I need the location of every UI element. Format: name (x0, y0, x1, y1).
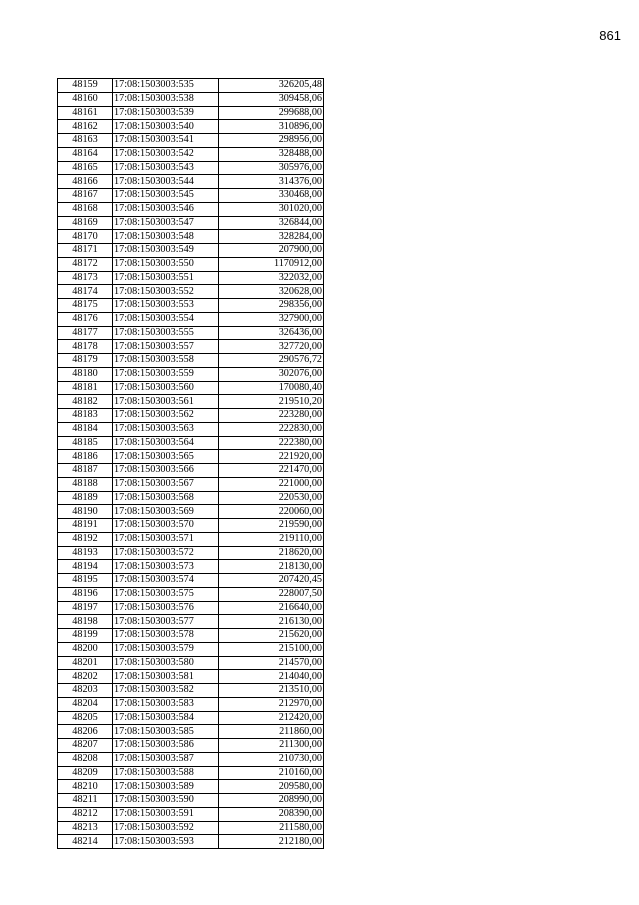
row-number-cell: 48197 (58, 601, 113, 615)
value-cell: 207420,45 (219, 574, 324, 588)
row-number-cell: 48170 (58, 230, 113, 244)
cadastral-number-cell: 17:08:1503003:561 (113, 395, 219, 409)
value-cell: 327720,00 (219, 340, 324, 354)
table-row (58, 642, 324, 656)
cadastral-number-cell: 17:08:1503003:539 (113, 106, 219, 120)
row-number-cell: 48201 (58, 656, 113, 670)
row-number-cell: 48175 (58, 299, 113, 313)
value-cell: 327900,00 (219, 312, 324, 326)
row-number-cell: 48167 (58, 189, 113, 203)
table-row (58, 202, 324, 216)
table-row (58, 697, 324, 711)
table-row (58, 546, 324, 560)
table-row (58, 464, 324, 478)
row-number-cell: 48195 (58, 574, 113, 588)
row-number-cell: 48171 (58, 244, 113, 258)
row-number-cell: 48214 (58, 835, 113, 849)
row-number-cell: 48165 (58, 161, 113, 175)
row-number-cell: 48177 (58, 326, 113, 340)
row-number-cell: 48191 (58, 519, 113, 533)
table-row (58, 161, 324, 175)
value-cell: 213510,00 (219, 684, 324, 698)
table-row (58, 326, 324, 340)
page-number: 861 (599, 28, 621, 43)
value-cell: 216640,00 (219, 601, 324, 615)
row-number-cell: 48210 (58, 780, 113, 794)
value-cell: 211860,00 (219, 725, 324, 739)
row-number-cell: 48184 (58, 422, 113, 436)
value-cell: 309458,06 (219, 92, 324, 106)
cadastral-number-cell: 17:08:1503003:559 (113, 367, 219, 381)
cadastral-number-cell: 17:08:1503003:583 (113, 697, 219, 711)
value-cell: 320628,00 (219, 285, 324, 299)
row-number-cell: 48164 (58, 147, 113, 161)
value-cell: 314376,00 (219, 175, 324, 189)
cadastral-number-cell: 17:08:1503003:570 (113, 519, 219, 533)
value-cell: 215100,00 (219, 642, 324, 656)
row-number-cell: 48176 (58, 312, 113, 326)
value-cell: 211580,00 (219, 821, 324, 835)
value-cell: 220060,00 (219, 505, 324, 519)
row-number-cell: 48196 (58, 587, 113, 601)
cadastral-number-cell: 17:08:1503003:547 (113, 216, 219, 230)
cadastral-number-cell: 17:08:1503003:544 (113, 175, 219, 189)
table-row (58, 725, 324, 739)
cadastral-number-cell: 17:08:1503003:554 (113, 312, 219, 326)
table-row (58, 835, 324, 849)
row-number-cell: 48213 (58, 821, 113, 835)
cadastral-number-cell: 17:08:1503003:560 (113, 381, 219, 395)
table-row (58, 532, 324, 546)
value-cell: 219510,20 (219, 395, 324, 409)
table-row (58, 354, 324, 368)
value-cell: 208990,00 (219, 794, 324, 808)
row-number-cell: 48202 (58, 670, 113, 684)
table-row (58, 780, 324, 794)
table-row (58, 629, 324, 643)
value-cell: 170080,40 (219, 381, 324, 395)
table-row (58, 147, 324, 161)
cadastral-number-cell: 17:08:1503003:552 (113, 285, 219, 299)
value-cell: 228007,50 (219, 587, 324, 601)
cadastral-number-cell: 17:08:1503003:568 (113, 491, 219, 505)
value-cell: 221000,00 (219, 477, 324, 491)
table-row (58, 587, 324, 601)
cadastral-number-cell: 17:08:1503003:548 (113, 230, 219, 244)
value-cell: 301020,00 (219, 202, 324, 216)
cadastral-number-cell: 17:08:1503003:557 (113, 340, 219, 354)
value-cell: 218620,00 (219, 546, 324, 560)
cadastral-number-cell: 17:08:1503003:578 (113, 629, 219, 643)
cadastral-number-cell: 17:08:1503003:541 (113, 134, 219, 148)
row-number-cell: 48160 (58, 92, 113, 106)
table-row (58, 79, 324, 93)
value-cell: 310896,00 (219, 120, 324, 134)
row-number-cell: 48194 (58, 560, 113, 574)
row-number-cell: 48163 (58, 134, 113, 148)
row-number-cell: 48186 (58, 450, 113, 464)
cadastral-number-cell: 17:08:1503003:580 (113, 656, 219, 670)
row-number-cell: 48206 (58, 725, 113, 739)
row-number-cell: 48192 (58, 532, 113, 546)
cadastral-number-cell: 17:08:1503003:585 (113, 725, 219, 739)
table-row (58, 216, 324, 230)
cadastral-number-cell: 17:08:1503003:540 (113, 120, 219, 134)
table-row (58, 574, 324, 588)
value-cell: 218130,00 (219, 560, 324, 574)
table-row (58, 491, 324, 505)
table-row (58, 752, 324, 766)
table-body (58, 79, 324, 849)
cadastral-number-cell: 17:08:1503003:545 (113, 189, 219, 203)
row-number-cell: 48185 (58, 436, 113, 450)
value-cell: 328488,00 (219, 147, 324, 161)
row-number-cell: 48178 (58, 340, 113, 354)
value-cell: 208390,00 (219, 807, 324, 821)
row-number-cell: 48162 (58, 120, 113, 134)
row-number-cell: 48212 (58, 807, 113, 821)
row-number-cell: 48181 (58, 381, 113, 395)
cadastral-number-cell: 17:08:1503003:572 (113, 546, 219, 560)
cadastral-number-cell: 17:08:1503003:558 (113, 354, 219, 368)
row-number-cell: 48190 (58, 505, 113, 519)
cadastral-number-cell: 17:08:1503003:588 (113, 766, 219, 780)
table-row (58, 134, 324, 148)
cadastral-number-cell: 17:08:1503003:589 (113, 780, 219, 794)
value-cell: 305976,00 (219, 161, 324, 175)
table-row (58, 766, 324, 780)
cadastral-number-cell: 17:08:1503003:535 (113, 79, 219, 93)
row-number-cell: 48211 (58, 794, 113, 808)
cadastral-number-cell: 17:08:1503003:567 (113, 477, 219, 491)
table-row (58, 189, 324, 203)
row-number-cell: 48159 (58, 79, 113, 93)
table-row (58, 684, 324, 698)
value-cell: 210160,00 (219, 766, 324, 780)
table-row (58, 312, 324, 326)
cadastral-number-cell: 17:08:1503003:587 (113, 752, 219, 766)
table-row (58, 230, 324, 244)
table-row (58, 670, 324, 684)
table-row (58, 807, 324, 821)
table-row (58, 120, 324, 134)
table-row (58, 285, 324, 299)
value-cell: 223280,00 (219, 409, 324, 423)
row-number-cell: 48199 (58, 629, 113, 643)
value-cell: 330468,00 (219, 189, 324, 203)
row-number-cell: 48180 (58, 367, 113, 381)
value-cell: 290576,72 (219, 354, 324, 368)
value-cell: 298956,00 (219, 134, 324, 148)
cadastral-number-cell: 17:08:1503003:566 (113, 464, 219, 478)
row-number-cell: 48166 (58, 175, 113, 189)
value-cell: 219110,00 (219, 532, 324, 546)
value-cell: 220530,00 (219, 491, 324, 505)
value-cell: 322032,00 (219, 271, 324, 285)
value-cell: 326436,00 (219, 326, 324, 340)
value-cell: 326844,00 (219, 216, 324, 230)
value-cell: 214040,00 (219, 670, 324, 684)
cadastral-number-cell: 17:08:1503003:573 (113, 560, 219, 574)
cadastral-number-cell: 17:08:1503003:562 (113, 409, 219, 423)
table-row (58, 560, 324, 574)
cadastral-number-cell: 17:08:1503003:555 (113, 326, 219, 340)
value-cell: 299688,00 (219, 106, 324, 120)
row-number-cell: 48193 (58, 546, 113, 560)
cadastral-number-cell: 17:08:1503003:553 (113, 299, 219, 313)
row-number-cell: 48168 (58, 202, 113, 216)
value-cell: 302076,00 (219, 367, 324, 381)
table-row (58, 477, 324, 491)
row-number-cell: 48203 (58, 684, 113, 698)
cadastral-number-cell: 17:08:1503003:581 (113, 670, 219, 684)
cadastral-number-cell: 17:08:1503003:543 (113, 161, 219, 175)
row-number-cell: 48174 (58, 285, 113, 299)
table-row (58, 271, 324, 285)
row-number-cell: 48187 (58, 464, 113, 478)
row-number-cell: 48189 (58, 491, 113, 505)
table-row (58, 340, 324, 354)
row-number-cell: 48208 (58, 752, 113, 766)
value-cell: 222380,00 (219, 436, 324, 450)
cadastral-number-cell: 17:08:1503003:593 (113, 835, 219, 849)
row-number-cell: 48179 (58, 354, 113, 368)
cadastral-number-cell: 17:08:1503003:591 (113, 807, 219, 821)
table-row (58, 175, 324, 189)
table-row (58, 711, 324, 725)
cadastral-number-cell: 17:08:1503003:574 (113, 574, 219, 588)
row-number-cell: 48209 (58, 766, 113, 780)
value-cell: 221920,00 (219, 450, 324, 464)
cadastral-number-cell: 17:08:1503003:579 (113, 642, 219, 656)
value-cell: 212970,00 (219, 697, 324, 711)
value-cell: 209580,00 (219, 780, 324, 794)
table-row (58, 821, 324, 835)
cadastral-number-cell: 17:08:1503003:563 (113, 422, 219, 436)
table-row (58, 519, 324, 533)
table-row (58, 656, 324, 670)
value-cell: 214570,00 (219, 656, 324, 670)
row-number-cell: 48183 (58, 409, 113, 423)
value-cell: 221470,00 (219, 464, 324, 478)
value-cell: 207900,00 (219, 244, 324, 258)
cadastral-number-cell: 17:08:1503003:576 (113, 601, 219, 615)
value-cell: 328284,00 (219, 230, 324, 244)
row-number-cell: 48188 (58, 477, 113, 491)
table-row (58, 299, 324, 313)
table-row (58, 450, 324, 464)
cadastral-number-cell: 17:08:1503003:569 (113, 505, 219, 519)
cadastral-value-table (57, 78, 324, 849)
row-number-cell: 48205 (58, 711, 113, 725)
table-row (58, 381, 324, 395)
row-number-cell: 48172 (58, 257, 113, 271)
table-row (58, 257, 324, 271)
table-row (58, 106, 324, 120)
cadastral-number-cell: 17:08:1503003:586 (113, 739, 219, 753)
table-row (58, 505, 324, 519)
row-number-cell: 48200 (58, 642, 113, 656)
table-row (58, 395, 324, 409)
row-number-cell: 48173 (58, 271, 113, 285)
cadastral-number-cell: 17:08:1503003:582 (113, 684, 219, 698)
value-cell: 326205,48 (219, 79, 324, 93)
row-number-cell: 48204 (58, 697, 113, 711)
table-row (58, 409, 324, 423)
value-cell: 219590,00 (219, 519, 324, 533)
table-row (58, 794, 324, 808)
table-row (58, 244, 324, 258)
row-number-cell: 48169 (58, 216, 113, 230)
row-number-cell: 48198 (58, 615, 113, 629)
table-row (58, 92, 324, 106)
value-cell: 212180,00 (219, 835, 324, 849)
cadastral-number-cell: 17:08:1503003:590 (113, 794, 219, 808)
table-row (58, 601, 324, 615)
row-number-cell: 48161 (58, 106, 113, 120)
value-cell: 215620,00 (219, 629, 324, 643)
value-cell: 298356,00 (219, 299, 324, 313)
cadastral-number-cell: 17:08:1503003:584 (113, 711, 219, 725)
table-row (58, 367, 324, 381)
value-cell: 1170912,00 (219, 257, 324, 271)
cadastral-number-cell: 17:08:1503003:575 (113, 587, 219, 601)
cadastral-number-cell: 17:08:1503003:549 (113, 244, 219, 258)
table-row (58, 436, 324, 450)
cadastral-number-cell: 17:08:1503003:592 (113, 821, 219, 835)
cadastral-number-cell: 17:08:1503003:538 (113, 92, 219, 106)
row-number-cell: 48207 (58, 739, 113, 753)
row-number-cell: 48182 (58, 395, 113, 409)
cadastral-number-cell: 17:08:1503003:577 (113, 615, 219, 629)
value-cell: 210730,00 (219, 752, 324, 766)
value-cell: 212420,00 (219, 711, 324, 725)
table-row (58, 739, 324, 753)
cadastral-number-cell: 17:08:1503003:571 (113, 532, 219, 546)
cadastral-number-cell: 17:08:1503003:542 (113, 147, 219, 161)
cadastral-number-cell: 17:08:1503003:565 (113, 450, 219, 464)
value-cell: 211300,00 (219, 739, 324, 753)
cadastral-number-cell: 17:08:1503003:550 (113, 257, 219, 271)
cadastral-number-cell: 17:08:1503003:551 (113, 271, 219, 285)
cadastral-number-cell: 17:08:1503003:546 (113, 202, 219, 216)
table-row (58, 615, 324, 629)
value-cell: 222830,00 (219, 422, 324, 436)
cadastral-number-cell: 17:08:1503003:564 (113, 436, 219, 450)
value-cell: 216130,00 (219, 615, 324, 629)
table-row (58, 422, 324, 436)
